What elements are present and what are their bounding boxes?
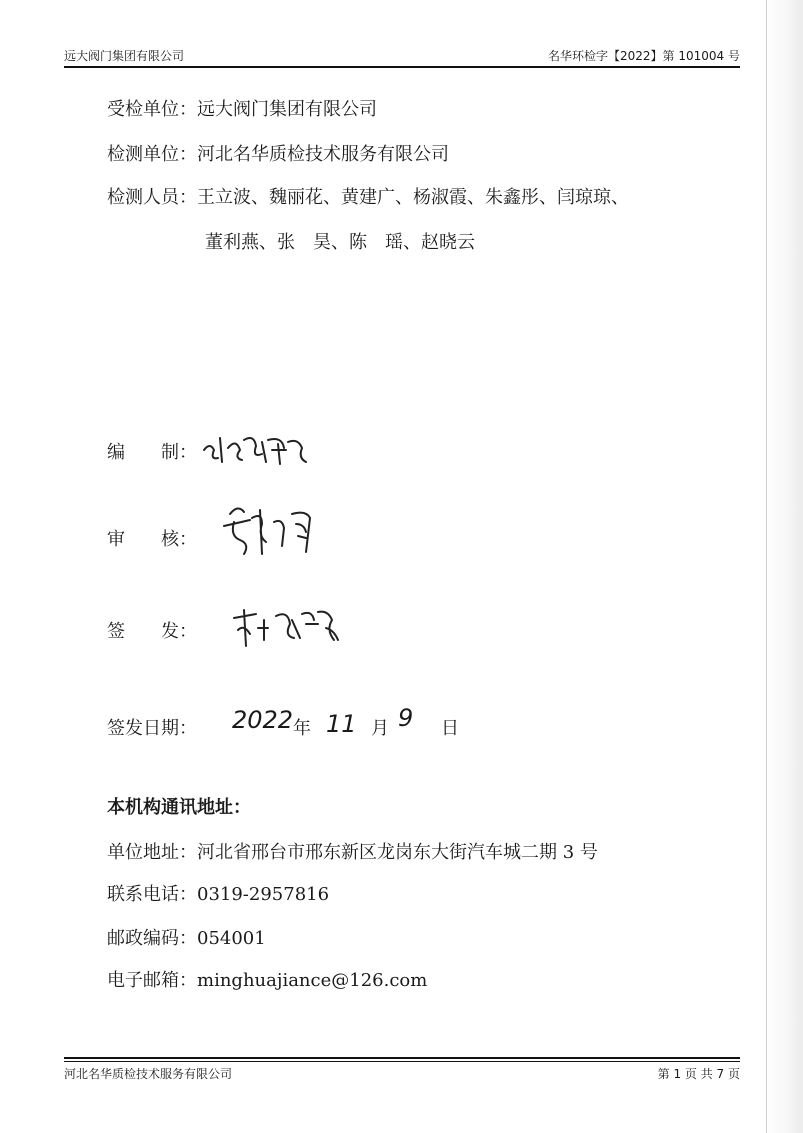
footer-company: 河北名华质检技术服务有限公司 <box>64 1067 233 1081</box>
postcode-value: 054001 <box>197 928 266 949</box>
review-label: 审 核： <box>107 529 197 550</box>
postcode-label: 邮政编码： <box>107 928 197 949</box>
address-line <box>107 838 598 864</box>
footer-rule <box>64 1057 740 1059</box>
issue-date-day-unit: 日 <box>441 718 459 739</box>
email-line <box>107 966 427 992</box>
phone-value: 0319-2957816 <box>197 884 330 905</box>
staff-label: 检测人员： <box>107 187 197 208</box>
contact-heading: 本机构通讯地址： <box>107 797 251 818</box>
compiler-signature <box>200 428 310 476</box>
issue-label: 签 发： <box>107 621 197 642</box>
issue-date-label: 签发日期： <box>107 718 197 739</box>
postcode-line <box>107 924 266 950</box>
tester-value: 河北名华质检技术服务有限公司 <box>197 144 449 165</box>
client-line <box>107 95 377 121</box>
phone-line <box>107 880 329 906</box>
header-report-number: 名华环检字【2022】第 101004 号 <box>548 49 740 63</box>
issue-date-row <box>107 714 197 740</box>
issue-date-month-handwritten: 11 <box>326 710 357 738</box>
issuer-signature <box>230 602 350 656</box>
header-rule <box>64 66 740 68</box>
tester-label: 检测单位： <box>107 144 197 165</box>
phone-label: 联系电话： <box>107 884 197 905</box>
staff-names-2: 董利燕、张 昊、陈 瑶、赵晓云 <box>205 232 475 253</box>
header-company: 远大阀门集团有限公司 <box>64 49 185 63</box>
issue-date-year-unit: 年 <box>293 718 311 739</box>
staff-names-1: 王立波、魏丽花、黄建广、杨淑霞、朱鑫彤、闫琼琼、 <box>197 187 629 208</box>
address-label: 单位地址： <box>107 842 197 863</box>
tester-line <box>107 140 449 166</box>
reviewer-signature <box>220 500 330 564</box>
email-value: minghuajiance@126.com <box>197 970 428 991</box>
issue-date-day-handwritten: 9 <box>398 704 414 732</box>
client-label: 受检单位： <box>107 99 197 120</box>
issue-date-year-handwritten: 2022 <box>232 706 294 734</box>
footer-page-number: 第 1 页 共 7 页 <box>657 1067 740 1081</box>
staff-line <box>107 183 629 209</box>
address-value: 河北省邢台市邢东新区龙岗东大街汽车城二期 3 号 <box>197 842 598 863</box>
email-label: 电子邮箱： <box>107 970 197 991</box>
client-value: 远大阀门集团有限公司 <box>197 99 377 120</box>
issue-date-month-unit: 月 <box>371 718 389 739</box>
compile-label: 编 制： <box>107 442 197 463</box>
footer-rule-thin <box>64 1061 740 1062</box>
scan-edge-shadow <box>763 0 803 1133</box>
